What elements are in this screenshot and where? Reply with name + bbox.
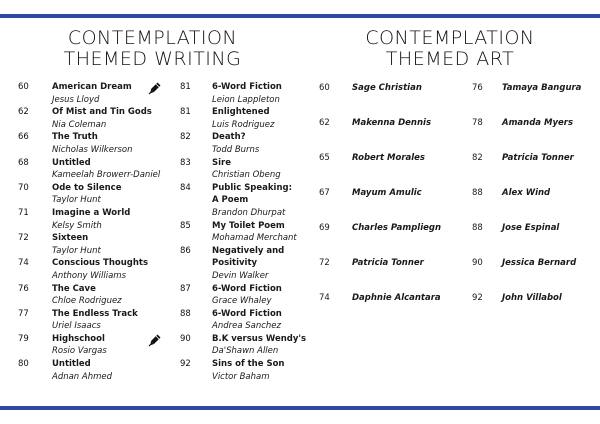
entry-title: Public Speaking: (212, 182, 292, 193)
entry-author: Taylor Hunt (52, 195, 101, 206)
artist-name: Mayum Amulic (352, 188, 422, 198)
art-entry (472, 187, 592, 222)
toc-entry (18, 283, 178, 308)
art-entry (319, 257, 469, 292)
entry-author: Mohamad Merchant (212, 233, 297, 244)
top-border-rule (0, 14, 600, 18)
writing-column-1 (18, 81, 178, 383)
artist-name: Amanda Myers (502, 118, 574, 128)
page-number: 60 (18, 82, 29, 92)
toc-entry (180, 308, 320, 333)
page-number: 86 (180, 245, 191, 256)
entry-title: My Toilet Poem (212, 220, 285, 231)
page-number: 62 (18, 107, 29, 118)
page-number: 72 (18, 233, 29, 244)
toc-entry (18, 358, 178, 383)
artist-name: Sage Christian (352, 83, 422, 93)
page-number: 88 (180, 308, 191, 319)
pen-nib-icon (148, 332, 162, 346)
artist-name: Robert Morales (352, 153, 425, 163)
entry-title: Untitled (52, 359, 91, 370)
toc-entry (180, 157, 320, 182)
toc-entry (180, 220, 320, 245)
page-number: 62 (319, 118, 330, 128)
toc-entry (18, 207, 178, 232)
entry-author: Nicholas Wilkerson (52, 144, 133, 155)
page-number: 80 (18, 359, 29, 370)
artist-name: Jose Espinal (502, 223, 560, 233)
art-entry (319, 187, 469, 222)
entry-author: Taylor Hunt (52, 245, 101, 256)
art-heading-line1: CONTEMPLATION (365, 27, 535, 49)
pen-nib-icon (148, 80, 162, 94)
page-number: 92 (472, 293, 483, 303)
art-entry (319, 82, 469, 117)
art-section-heading (335, 28, 565, 70)
entry-title: Negatively and (212, 245, 285, 256)
page-number: 76 (18, 283, 29, 294)
page-number: 92 (180, 359, 191, 370)
entry-author: Jesus Lloyd (52, 94, 100, 105)
page-number: 90 (180, 333, 191, 344)
art-entry (319, 292, 469, 327)
page-number: 67 (319, 188, 330, 198)
entry-title: The Truth (52, 132, 98, 143)
art-entry (472, 257, 592, 292)
entry-title: The Endless Track (52, 308, 138, 319)
page-number: 65 (319, 153, 330, 163)
writing-section-heading (40, 28, 265, 70)
art-column-2 (472, 82, 592, 327)
page-number: 79 (18, 333, 29, 344)
page-number: 68 (18, 157, 29, 168)
toc-entry (180, 333, 320, 358)
artist-name: Charles Pampliegn (352, 223, 442, 233)
entry-title-continued: A Poem (212, 195, 249, 206)
entry-author: Christian Obeng (212, 170, 281, 181)
page-number: 66 (18, 132, 29, 143)
entry-title: Highschool (52, 333, 105, 344)
entry-author: Adnan Ahmed (52, 371, 113, 382)
writing-column-2 (180, 81, 320, 383)
entry-title-continued: Positivity (212, 258, 258, 269)
page-number: 81 (180, 82, 191, 92)
toc-entry (18, 308, 178, 333)
entry-title: Of Mist and Tin Gods (52, 107, 152, 118)
artist-name: Alex Wind (502, 188, 551, 198)
page-number: 88 (472, 223, 483, 233)
page-number: 77 (18, 308, 29, 319)
entry-title: Conscious Thoughts (52, 258, 149, 269)
art-entry (472, 222, 592, 257)
artist-name: Patricia Tonner (352, 258, 424, 268)
entry-author: Kelsy Smith (52, 220, 102, 231)
art-heading-line2: THEMED ART (385, 48, 515, 70)
entry-author: Chloe Rodriguez (52, 296, 122, 307)
toc-entry (18, 333, 178, 358)
page-number: 60 (319, 83, 330, 93)
entry-title: 6-Word Fiction (212, 308, 282, 319)
toc-entry (180, 182, 320, 220)
entry-title: Enlightened (212, 107, 270, 118)
art-entry (319, 117, 469, 152)
toc-entry (18, 232, 178, 257)
page-number: 83 (180, 157, 191, 168)
entry-author: Rosio Vargas (52, 346, 107, 357)
art-entry (472, 82, 592, 117)
page-number: 90 (472, 258, 483, 268)
artist-name: Jessica Bernard (502, 258, 577, 268)
art-column-1 (319, 82, 469, 327)
entry-author: Uriel Isaacs (52, 321, 101, 332)
toc-entry (18, 257, 178, 282)
entry-title: 6-Word Fiction (212, 283, 282, 294)
entry-title: Sire (212, 157, 231, 168)
artist-name: Patricia Tonner (502, 153, 574, 163)
entry-title: 6-Word Fiction (212, 82, 282, 92)
entry-title: Death? (212, 132, 246, 143)
page-number: 84 (180, 182, 191, 193)
art-entry (319, 152, 469, 187)
page-number: 74 (18, 258, 29, 269)
toc-entry (18, 106, 178, 131)
entry-author: Luis Rodriguez (212, 119, 275, 130)
toc-entry (180, 245, 320, 283)
page-number: 71 (18, 207, 29, 218)
toc-entry (180, 131, 320, 156)
entry-author: Kameelah Browerr-Daniel (52, 170, 161, 181)
page-number: 82 (180, 132, 191, 143)
artist-name: Daphnie Alcantara (352, 293, 441, 303)
writing-heading-line1: CONTEMPLATION (67, 27, 238, 49)
page-number: 88 (472, 188, 483, 198)
entry-author: Da'Shawn Allen (212, 346, 279, 357)
toc-entry (18, 157, 178, 182)
entry-author: Grace Whaley (212, 296, 272, 307)
page-number: 78 (472, 118, 483, 128)
entry-title: Ode to Silence (52, 182, 122, 193)
toc-entry (180, 106, 320, 131)
toc-entry (180, 283, 320, 308)
artist-name: John Villabol (502, 293, 562, 303)
page-number: 76 (472, 83, 483, 93)
page-number: 74 (319, 293, 330, 303)
toc-entry (180, 81, 320, 106)
entry-title: The Cave (52, 283, 96, 294)
artist-name: Makenna Dennis (352, 118, 432, 128)
page-number: 70 (18, 182, 29, 193)
art-entry (319, 222, 469, 257)
page-number: 85 (180, 220, 191, 231)
page-number: 69 (319, 223, 330, 233)
entry-author: Leion Lappleton (212, 94, 280, 105)
toc-entry (18, 182, 178, 207)
entry-author: Devin Walker (212, 270, 269, 281)
page-number: 87 (180, 283, 191, 294)
art-entry (472, 117, 592, 152)
art-entry (472, 292, 592, 327)
entry-author: Anthony Williams (52, 270, 127, 281)
entry-author: Victor Baham (212, 371, 270, 382)
artist-name: Tamaya Bangura (502, 83, 582, 93)
toc-entry (180, 358, 320, 383)
entry-author: Brandon Dhurpat (212, 207, 286, 218)
entry-title: Untitled (52, 157, 91, 168)
entry-title: Sixteen (52, 233, 89, 244)
bottom-border-rule (0, 406, 600, 410)
entry-title: Sins of the Son (212, 359, 285, 370)
toc-entry (18, 81, 178, 106)
page-number: 82 (472, 153, 483, 163)
entry-title: B.K versus Wendy's (212, 333, 307, 344)
page-number: 72 (319, 258, 330, 268)
entry-author: Nia Coleman (52, 119, 107, 130)
entry-author: Andrea Sanchez (212, 321, 281, 332)
entry-title: Imagine a World (52, 207, 131, 218)
writing-heading-line2: THEMED WRITING (63, 48, 242, 70)
entry-title: American Dream (52, 82, 132, 92)
toc-entry (18, 131, 178, 156)
art-entry (472, 152, 592, 187)
entry-author: Todd Burns (212, 144, 260, 155)
page-number: 81 (180, 107, 191, 118)
